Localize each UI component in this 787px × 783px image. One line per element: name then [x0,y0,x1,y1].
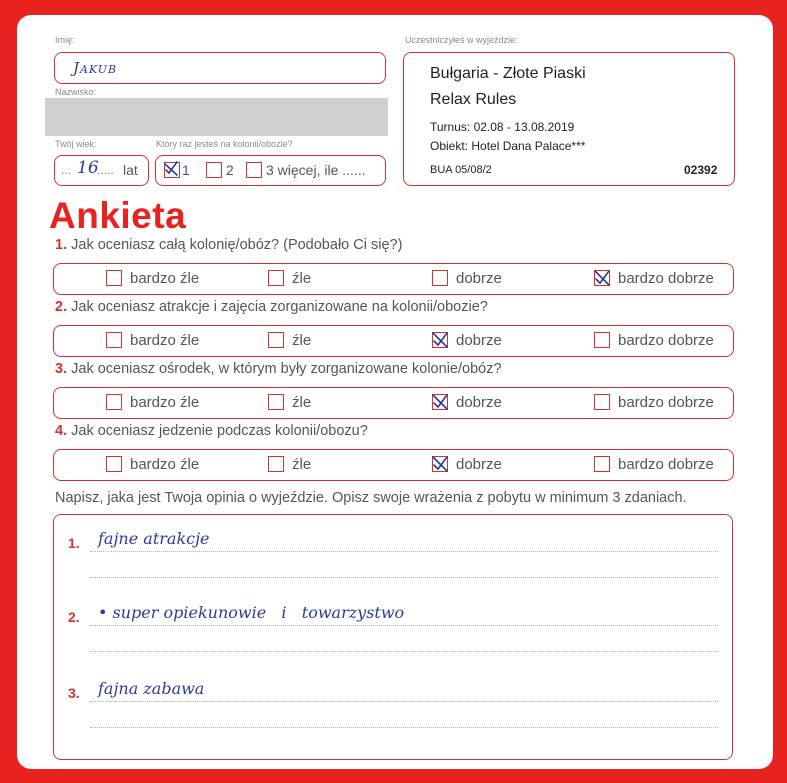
checkbox-bardzo-dobrze[interactable] [594,332,610,348]
checkbox-źle[interactable] [268,270,284,286]
checkbox-bardzo-źle[interactable] [106,394,122,410]
response-text: fajna zabawa [98,679,205,698]
option-label: źle [292,394,312,411]
checkbox-bardzo-dobrze[interactable] [594,270,610,286]
question-number: 4. [55,423,72,439]
question-text: Jak oceniasz ośrodek, w którym były zorganizowane kolonie/obóz? [71,361,502,377]
option-label: dobrze [456,270,502,287]
option-label: źle [292,270,312,287]
option-label: źle [292,332,312,349]
answer-row-4 [53,449,734,481]
checkmark-icon [163,160,179,176]
writing-line [90,577,718,578]
checkbox-dobrze[interactable] [432,332,448,348]
option-label: źle [292,456,312,473]
checkbox-dobrze[interactable] [432,456,448,472]
name-field[interactable] [54,52,386,84]
answer-row-3 [53,387,734,419]
checkbox-bardzo-dobrze[interactable] [594,394,610,410]
age-dots-after: ..... [97,163,114,177]
opinion-box[interactable] [53,514,733,760]
question-text: Jak oceniasz całą kolonię/obóz? (Podobało Ci się?) [71,237,403,253]
checkbox-bardzo-źle[interactable] [106,270,122,286]
trip-code: BUA 05/08/2 [430,164,492,176]
age-label: Twój wiek: [55,139,97,149]
times-checkbox-3[interactable] [246,162,262,178]
times-label: Który raz jesteś na kolonii/obozie? [156,139,293,149]
trip-obiekt: Obiekt: Hotel Dana Palace*** [430,139,586,153]
option-label: dobrze [456,456,502,473]
name-value: Jakub [73,59,118,77]
option-label: bardzo źle [130,270,200,287]
name-label: Imię: [55,35,75,45]
checkmark-icon [592,268,612,288]
age-field[interactable] [54,155,149,186]
times-option-2: 2 [226,162,234,178]
surname-label: Nazwisko: [55,87,97,97]
checkbox-źle[interactable] [268,456,284,472]
question-number: 1. [55,237,72,253]
option-label: bardzo dobrze [618,270,714,287]
trip-info-box [403,52,735,186]
option-label: bardzo dobrze [618,332,714,349]
option-label: bardzo źle [130,456,200,473]
option-label: bardzo źle [130,394,200,411]
survey-sheet [17,15,773,769]
checkbox-bardzo-źle[interactable] [106,332,122,348]
checkbox-źle[interactable] [268,332,284,348]
checkbox-źle[interactable] [268,394,284,410]
question-4 [55,423,368,439]
page-title: Ankieta [49,195,187,236]
age-value: 16 [77,158,99,178]
times-option-1: 1 [182,162,190,178]
checkbox-dobrze[interactable] [432,270,448,286]
question-number: 3. [55,361,72,377]
answer-row-2 [53,325,734,357]
question-2 [55,299,488,315]
checkbox-bardzo-źle[interactable] [106,456,122,472]
times-field [155,155,386,186]
checkmark-icon [430,454,450,474]
writing-line [90,727,718,728]
option-label: dobrze [456,394,502,411]
checkbox-bardzo-dobrze[interactable] [594,456,610,472]
answer-row-1 [53,263,734,295]
surname-redacted [45,98,388,136]
checkmark-icon [430,330,450,350]
option-label: dobrze [456,332,502,349]
times-option-3: 3 więcej, ile ...... [266,162,366,178]
checkmark-icon [430,392,450,412]
option-label: bardzo źle [130,332,200,349]
age-dots-before: ... [61,163,72,177]
option-label: bardzo dobrze [618,456,714,473]
option-label: bardzo dobrze [618,394,714,411]
question-text: Jak oceniasz jedzenie podczas kolonii/obozu? [71,423,368,439]
trip-number: 02392 [684,163,718,177]
writing-line [90,551,718,552]
writing-line [90,701,718,702]
participation-label: Uczestniczyłeś w wyjeździe: [405,35,518,45]
trip-program: Relax Rules [430,91,517,108]
times-checkbox-1[interactable] [164,162,180,178]
response-text: • super opiekunowie i towarzystwo [98,603,405,622]
writing-line [90,651,718,652]
response-text: fajne atrakcje [98,529,210,548]
times-checkbox-2[interactable] [206,162,222,178]
opinion-prompt: Napisz, jaka jest Twoja opinia o wyjeździe. Opisz swoje wrażenia z pobytu w minimum 3 zdaniach. [55,490,687,506]
response-number: 1. [68,535,80,551]
question-number: 2. [55,299,72,315]
response-number: 3. [68,685,80,701]
question-text: Jak oceniasz atrakcje i zajęcia zorganizowane na kolonii/obozie? [71,299,488,315]
checkbox-dobrze[interactable] [432,394,448,410]
question-3 [55,361,502,377]
question-1 [55,237,402,253]
writing-line [90,625,718,626]
trip-destination: Bułgaria - Złote Piaski [430,65,586,82]
response-number: 2. [68,609,80,625]
trip-turnus: Turnus: 02.08 - 13.08.2019 [430,120,575,134]
age-unit: lat [123,162,138,178]
